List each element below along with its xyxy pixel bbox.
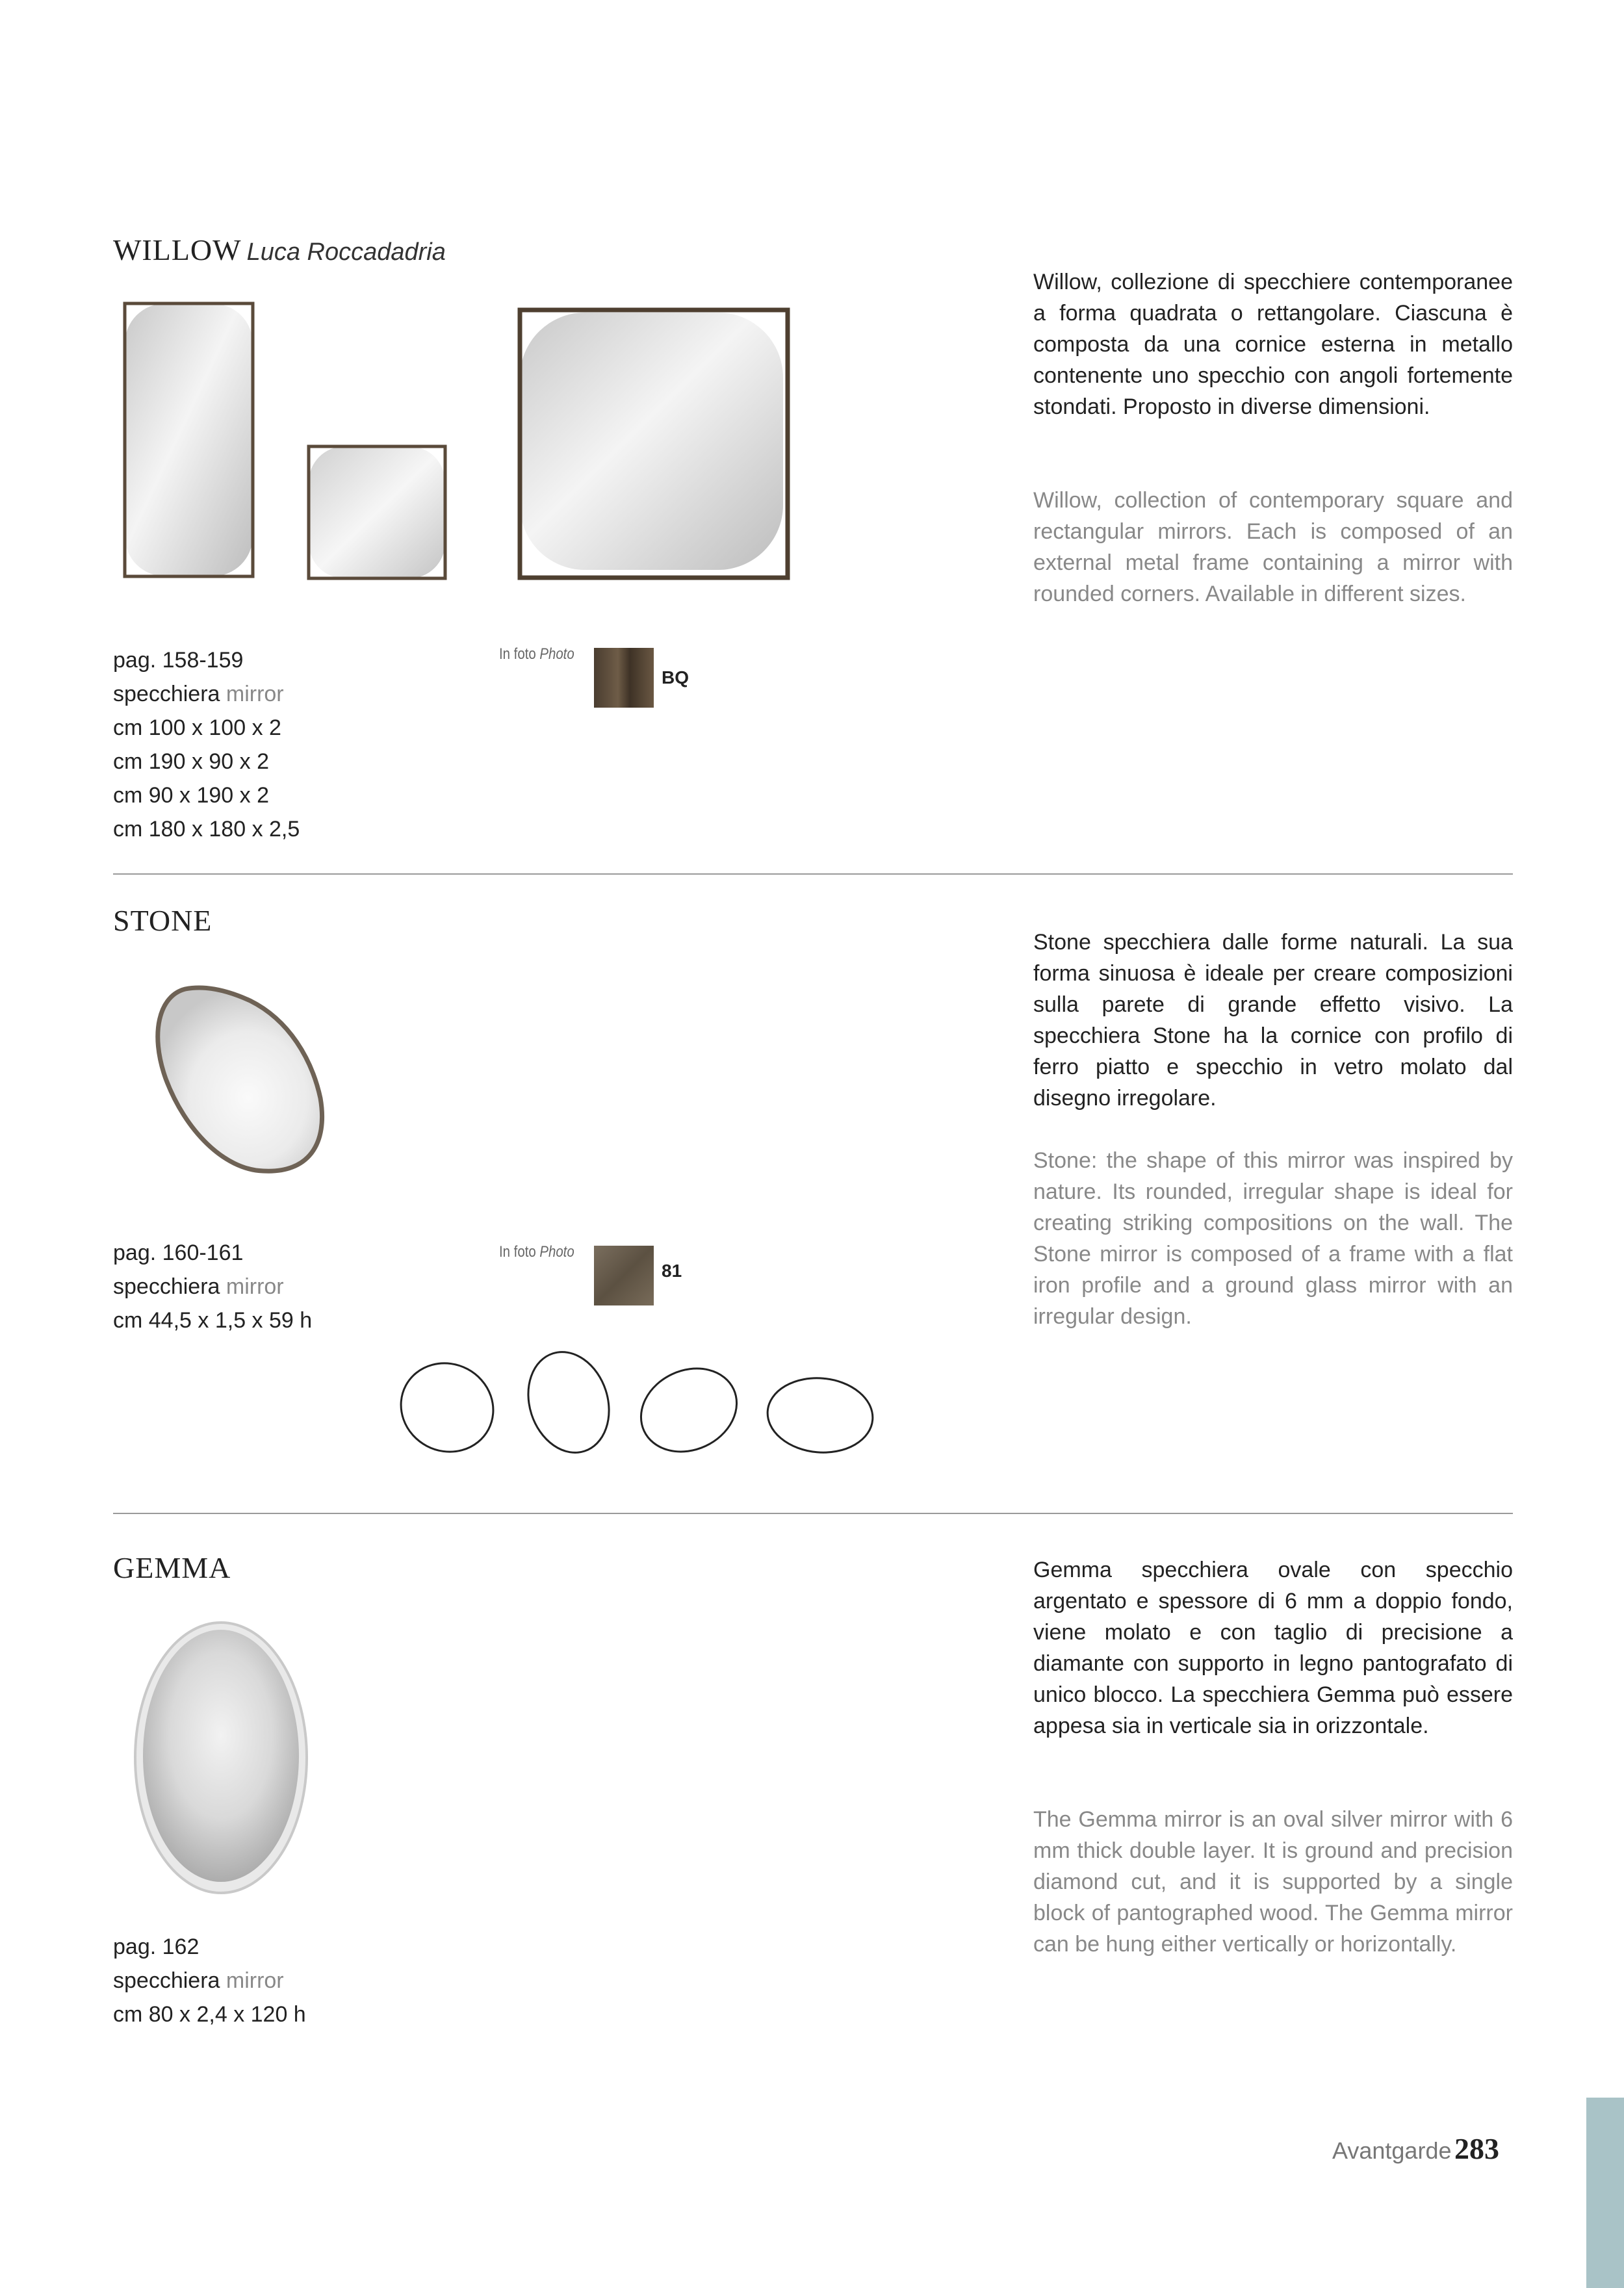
stone-finish-swatch xyxy=(594,1246,654,1305)
willow-photo-label: In foto Photo xyxy=(499,645,574,663)
willow-finish-swatch xyxy=(594,648,654,708)
divider xyxy=(113,1513,1513,1514)
gemma-page-ref: pag. 162 xyxy=(113,1935,200,1959)
stone-outline xyxy=(764,1374,875,1457)
section-tab xyxy=(1586,2098,1624,2288)
stone-description-it: Stone specchiera dalle forme naturali. La sua forma sinuosa è ideale per creare composizioni sulla parete di grande effetto visivo. La specchiera Stone ha la cornice con profilo di ferro piatto e specchio in vetro molato dal disegno irregolare. xyxy=(1033,930,1513,1111)
stone-outline xyxy=(627,1354,750,1462)
stone-page-ref: pag. 160-161 xyxy=(113,1240,244,1265)
gemma-type: specchiera mirror xyxy=(113,1968,284,1993)
willow-dim: cm 180 x 180 x 2,5 xyxy=(113,817,300,842)
stone-dim: cm 44,5 x 1,5 x 59 h xyxy=(113,1308,313,1333)
willow-description-en: Willow, collection of contemporary square and rectangular mirrors. Each is composed of an external metal frame containing a mirror with rounded corners. Available in different sizes. xyxy=(1033,488,1513,606)
willow-mirror-small xyxy=(309,446,445,578)
gemma-title: GEMMA xyxy=(113,1551,231,1584)
willow-product-image xyxy=(117,296,806,595)
willow-dim: cm 190 x 90 x 2 xyxy=(113,749,270,774)
willow-name: WILLOW xyxy=(113,233,242,266)
stone-photo-label: In foto Photo xyxy=(499,1243,574,1261)
stone-type: specchiera mirror xyxy=(113,1274,284,1299)
willow-description-it: Willow, collezione di specchiere contemporanee a forma quadrata o rettangolare. Ciascuna è composta da una cornice esterna in metallo contenente uno specchio con angoli fortemente stondati. Proposto in diverse dimensioni. xyxy=(1033,270,1513,419)
willow-finish-code: BQ xyxy=(662,667,689,688)
willow-specs xyxy=(113,643,300,846)
gemma-product-image xyxy=(127,1612,315,1897)
stone-title: STONE xyxy=(113,904,213,937)
stone-outline xyxy=(390,1347,509,1462)
stone-finish-code: 81 xyxy=(662,1261,682,1281)
stone-composition-outlines xyxy=(390,1345,884,1462)
willow-title xyxy=(113,233,446,267)
willow-type: specchiera mirror xyxy=(113,682,284,706)
stone-description-en: Stone: the shape of this mirror was inspired by nature. Its rounded, irregular shape is ideal for creating striking compositions on the wall. The Stone mirror is composed of a frame with a flat iron profile and a ground glass mirror with an irregular design. xyxy=(1033,1148,1513,1329)
willow-mirror-large xyxy=(520,310,788,578)
willow-designer: Luca Roccadadria xyxy=(246,238,446,266)
page-footer xyxy=(1332,2131,1499,2166)
willow-page-ref: pag. 158-159 xyxy=(113,648,244,673)
gemma-specs xyxy=(113,1930,306,2031)
footer-page-number: 283 xyxy=(1454,2132,1499,2165)
gemma-description-it: Gemma specchiera ovale con specchio argentato e spessore di 6 mm a doppio fondo, viene molato e con taglio di precisione a diamante con supporto in legno pantografato di unico blocco. La specchiera Gemma può essere appesa sia in verticale sia in orizzontale. xyxy=(1033,1558,1513,1738)
gemma-description-en: The Gemma mirror is an oval silver mirror with 6 mm thick double layer. It is ground and precision diamond cut, and it is supported by a single block of pantographed wood. The Gemma mirror can be hung either vertically or horizontally. xyxy=(1033,1807,1513,1957)
willow-mirror-tall xyxy=(125,303,253,576)
stone-product-image xyxy=(146,981,335,1176)
stone-outline xyxy=(516,1345,622,1462)
footer-section-name: Avantgarde xyxy=(1332,2137,1452,2164)
willow-dim: cm 100 x 100 x 2 xyxy=(113,715,281,740)
stone-specs xyxy=(113,1236,312,1337)
willow-dim: cm 90 x 190 x 2 xyxy=(113,783,270,808)
divider xyxy=(113,873,1513,875)
gemma-dim: cm 80 x 2,4 x 120 h xyxy=(113,2002,306,2027)
